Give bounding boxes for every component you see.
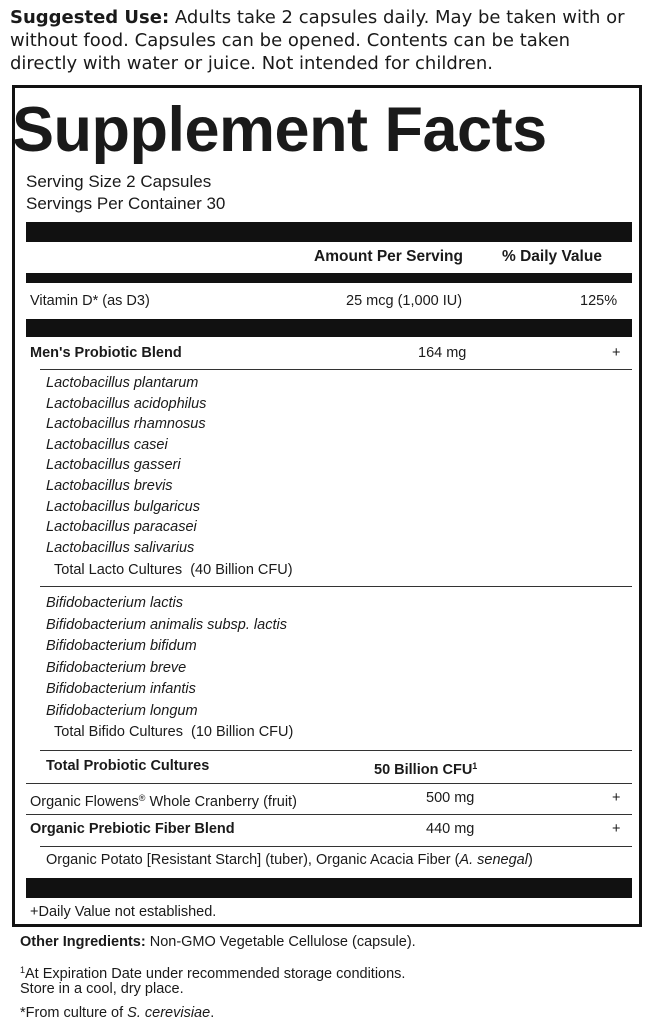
probiotic-blend-amount: 164 mg: [418, 345, 467, 361]
thick-divider: [26, 319, 632, 337]
probiotic-blend-name: Men's Probiotic Blend: [30, 345, 182, 361]
strain-item: Bifidobacterium lactis: [46, 595, 183, 611]
panel-title: Supplement Facts: [12, 95, 547, 165]
strain-item: Lactobacillus gasseri: [46, 457, 181, 474]
strain-item: Lactobacillus plantarum: [46, 375, 199, 391]
servings-per-container: Servings Per Container 30: [26, 194, 226, 213]
cranberry-amount: 500 mg: [426, 790, 475, 806]
prebiotic-name: Organic Prebiotic Fiber Blend: [30, 821, 235, 837]
strain-item: Lactobacillus rhamnosus: [46, 416, 206, 433]
total-probiotic-amount: 50 Billion CFU$^1$: [374, 761, 478, 778]
divider: [40, 846, 632, 847]
divider: [40, 750, 632, 751]
strain-item: Lactobacillus salivarius: [46, 539, 195, 556]
storage-footnote: Store in a cool, dry place.: [20, 981, 184, 997]
other-ingredients: Other Ingredients: Non-GMO Vegetable Cellulose (capsule).: [20, 934, 416, 950]
strain-item: Bifidobacterium animalis subsp. lactis: [46, 616, 287, 633]
strain-item: Bifidobacterium bifidum: [46, 638, 197, 655]
suggested-use: [10, 6, 640, 75]
divider: [26, 783, 632, 784]
strain-item: Lactobacillus casei: [46, 436, 168, 453]
divider: [40, 586, 632, 587]
divider: [26, 814, 632, 815]
lacto-strain-list: [46, 373, 206, 558]
strain-item: Lactobacillus acidophilus: [46, 395, 207, 412]
strain-item: Bifidobacterium breve: [46, 659, 187, 676]
strain-item: Lactobacillus bulgaricus: [46, 498, 200, 515]
thick-divider: [26, 222, 632, 242]
expiration-footnote: $^1$At Expiration Date under recommended storage conditions.: [20, 965, 406, 982]
cranberry-dv: +: [612, 790, 621, 806]
thick-divider: [26, 878, 632, 898]
bifido-total: Total Bifido Cultures (10 Billion CFU): [54, 724, 294, 740]
dv-note: +Daily Value not established.: [30, 904, 217, 920]
header-daily-value: % Daily Value: [502, 248, 602, 265]
divider: [40, 369, 632, 370]
vitamin-d-name: Vitamin D* (as D3): [30, 293, 150, 309]
prebiotic-detail: Organic Potato [Resistant Starch] (tuber), Organic Acacia Fiber (A. senegal): [46, 852, 533, 868]
total-probiotic-name: Total Probiotic Cultures: [46, 758, 210, 774]
prebiotic-amount: 440 mg: [426, 821, 475, 837]
suggested-use-label: Suggested Use:: [10, 7, 170, 28]
vitamin-d-amount: 25 mcg (1,000 IU): [346, 293, 463, 309]
header-amount: Amount Per Serving: [314, 248, 463, 265]
lacto-total: Total Lacto Cultures (40 Billion CFU): [54, 562, 293, 578]
strain-item: Bifidobacterium infantis: [46, 681, 196, 698]
strain-item: Lactobacillus brevis: [46, 477, 173, 494]
probiotic-blend-dv: +: [612, 345, 621, 361]
medium-divider: [26, 273, 632, 283]
vitamin-d-dv: 125%: [580, 293, 618, 309]
suggested-use-text: Adults take 2 capsules daily. May be taken with or without food. Capsules can be opened. Contents can be taken directly with water or juice. Not intended for children.: [10, 7, 625, 74]
prebiotic-dv: +: [612, 821, 621, 837]
serving-size: Serving Size 2 Capsules: [26, 172, 212, 191]
cranberry-name: Organic Flowens® Whole Cranberry (fruit): [30, 793, 297, 810]
culture-footnote: *From culture of S. cerevisiae.: [20, 1005, 215, 1021]
strain-item: Bifidobacterium longum: [46, 702, 198, 719]
bifido-strain-list: [46, 593, 287, 723]
strain-item: Lactobacillus paracasei: [46, 519, 197, 536]
